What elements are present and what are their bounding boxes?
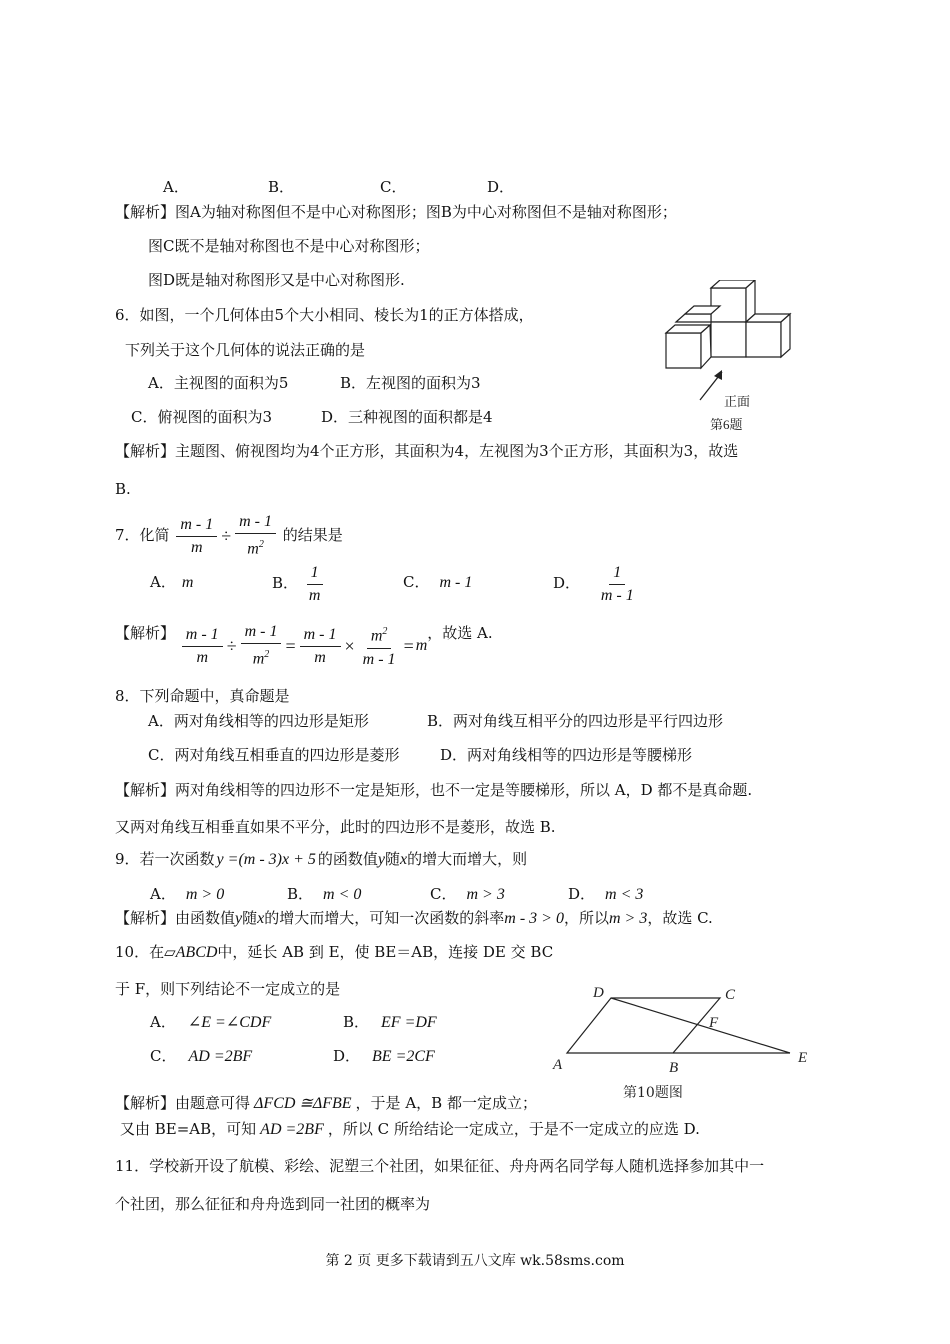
frac-den: m — [190, 538, 203, 556]
parallelogram-abcd — [567, 998, 720, 1053]
q8-analysis-text-1: 两对角线相等的四边形不一定是矩形，也不一定是等腰梯形，所以 A，D 都不是真命题. — [175, 781, 753, 799]
q8-option-c: C．两对角线互相垂直的四边形是菱形 — [148, 746, 400, 764]
analysis-label: 【解析】 — [115, 781, 176, 799]
frac: $\frac{1}{m}$ — [305, 564, 325, 605]
q9-stem: 9．若一次函数 y =(m - 3)x + 5 的函数值y随x的增大而增大，则 — [115, 850, 528, 868]
q7-option-a: A． m — [150, 573, 194, 591]
analysis-label: 【解析】 — [115, 624, 176, 642]
q9-option-b: B． m < 0 — [287, 885, 362, 903]
q10-option-c: C． AD =2BF — [150, 1047, 253, 1065]
q8-analysis-text-2: 又两对角线互相垂直如果不平分，此时的四边形不是菱形，故选 B. — [115, 818, 556, 836]
q7-option-c: C． m - 1 — [403, 573, 473, 591]
segment-de — [611, 998, 790, 1053]
q10-stem-2: 于 F，则下列结论不一定成立的是 — [115, 980, 341, 998]
frac: $\frac{m - 1}{m^2}$ — [241, 623, 282, 668]
q10-option-a: A． ∠E =∠CDF — [150, 1013, 272, 1031]
point-a-label: A — [553, 1057, 563, 1073]
q7-suffix: 的结果是 — [282, 526, 343, 544]
point-d-label: D — [593, 985, 604, 1001]
q6-option-b: B．左视图的面积为3 — [340, 374, 481, 392]
q6-front-label: 正面 — [724, 394, 751, 409]
q10-analysis-2: 又由 BE=AB，可知 AD =2BF ，所以 C 所给结论一定成立，于是不一定成立的应选 D. — [120, 1120, 700, 1138]
q7-frac-1 — [176, 516, 217, 557]
q9-option-d: D． m < 3 — [568, 885, 644, 903]
frac: $\frac{m - 1}{m}$ — [182, 626, 223, 667]
q6-analysis-text-2: B. — [115, 480, 131, 498]
q7-option-d: D． $\frac{1}{m - 1}$ — [553, 560, 640, 606]
q5-analysis-text-1: 图A为轴对称图但不是中心对称图形；图B为中心对称图但不是轴对称图形； — [175, 203, 677, 221]
q5-option-a: A． — [163, 178, 189, 196]
q10-analysis-1: 【解析】由题意可得 ΔFCD ≅ΔFBE ，于是 A，B 都一定成立； — [115, 1094, 537, 1112]
q7-frac-2 — [235, 513, 276, 558]
q6-stem-2: 下列关于这个几何体的说法正确的是 — [125, 341, 366, 359]
point-c-label: C — [725, 987, 736, 1003]
q9-option-a: A． m > 0 — [150, 885, 225, 903]
point-f-label: F — [709, 1015, 719, 1031]
q7-analysis-tail: ，故选 A. — [427, 624, 493, 642]
q6-analysis-text-1: 主题图、俯视图均为4个正方形，其面积为4，左视图为3个正方形，其面积为3，故选 — [175, 442, 739, 460]
q6-analysis — [115, 441, 738, 461]
q7-stem — [115, 510, 343, 561]
q10-geometry-figure — [545, 980, 825, 1105]
q10-fig-caption: 第10题图 — [623, 1085, 683, 1101]
parallelogram-icon: ▱ — [164, 943, 176, 961]
q8-stem: 8．下列命题中，真命题是 — [115, 687, 290, 705]
q5-analysis-text-3: 图D既是轴对称图形又是中心对称图形. — [148, 271, 405, 289]
point-e-label: E — [798, 1050, 808, 1066]
q8-option-d: D．两对角线相等的四边形是等腰梯形 — [440, 746, 693, 764]
q5-option-c: C． — [380, 178, 407, 196]
q10-option-b: B． EF =DF — [343, 1013, 437, 1031]
q10-option-d: D． BE =2CF — [333, 1047, 435, 1065]
frac-den: $m^2$ — [247, 539, 264, 558]
q9-analysis: 【解析】由函数值y随x的增大而增大，可知一次函数的斜率m - 3 > 0，所以m > 3，故选 C. — [115, 909, 713, 927]
q6-option-d: D．三种视图的面积都是4 — [321, 408, 493, 426]
frac: $\frac{m^2}{m - 1}$ — [359, 623, 400, 668]
q11-stem-2: 个社团，那么征征和舟舟选到同一社团的概率为 — [115, 1195, 431, 1213]
q8-option-b: B．两对角线互相平分的四边形是平行四边形 — [427, 712, 724, 730]
q5-option-d: D． — [487, 178, 515, 196]
q7-analysis: 【解析】 $\frac{m - 1}{m}$ ÷ $\frac{m - 1}{m^2}$ = $\frac{m - 1}{m}$ × $\frac{m^2}{m - 1}$ = m，故选 A. — [115, 623, 493, 668]
frac: $\frac{m - 1}{m}$ — [300, 626, 341, 667]
frac-num: m - 1 — [176, 516, 217, 537]
q10-stem-1: 10．在▱ABCD中，延长 AB 到 E，使 BE＝AB，连接 DE 交 BC — [115, 943, 554, 961]
div-sign: ÷ — [221, 526, 232, 546]
q7-option-b: B． $\frac{1}{m}$ — [272, 560, 326, 606]
q9-option-c: C． m > 3 — [430, 885, 505, 903]
point-b-label: B — [669, 1060, 679, 1076]
q6-fig-caption: 第6题 — [710, 417, 743, 432]
q6-option-c: C．俯视图的面积为3 — [131, 408, 273, 426]
page-footer: 第 2 页 更多下载请到五八文库 wk.58sms.com — [325, 1253, 625, 1269]
frac-num: m - 1 — [235, 513, 276, 534]
analysis-label: 【解析】 — [115, 203, 176, 221]
q6-cube-figure — [660, 280, 800, 440]
q5-option-b: B． — [268, 178, 295, 196]
q11-stem-1: 11．学校新开设了航模、彩绘、泥塑三个社团，如果征征、舟舟两名同学每人随机选择参加其中一 — [115, 1157, 765, 1175]
q6-stem-1: 6．如图，一个几何体由5个大小相同、棱长为1的正方体搭成， — [115, 306, 534, 324]
q7-prefix: 7．化简 — [115, 526, 170, 544]
q8-analysis — [115, 780, 752, 800]
q8-option-a: A．两对角线相等的四边形是矩形 — [148, 712, 369, 730]
q5-analysis — [115, 202, 677, 222]
q5-analysis-text-2: 图C既不是轴对称图也不是中心对称图形； — [148, 237, 430, 255]
frac: $\frac{1}{m - 1}$ — [600, 563, 634, 604]
analysis-label: 【解析】 — [115, 442, 176, 460]
q6-option-a: A．主视图的面积为5 — [148, 374, 289, 392]
